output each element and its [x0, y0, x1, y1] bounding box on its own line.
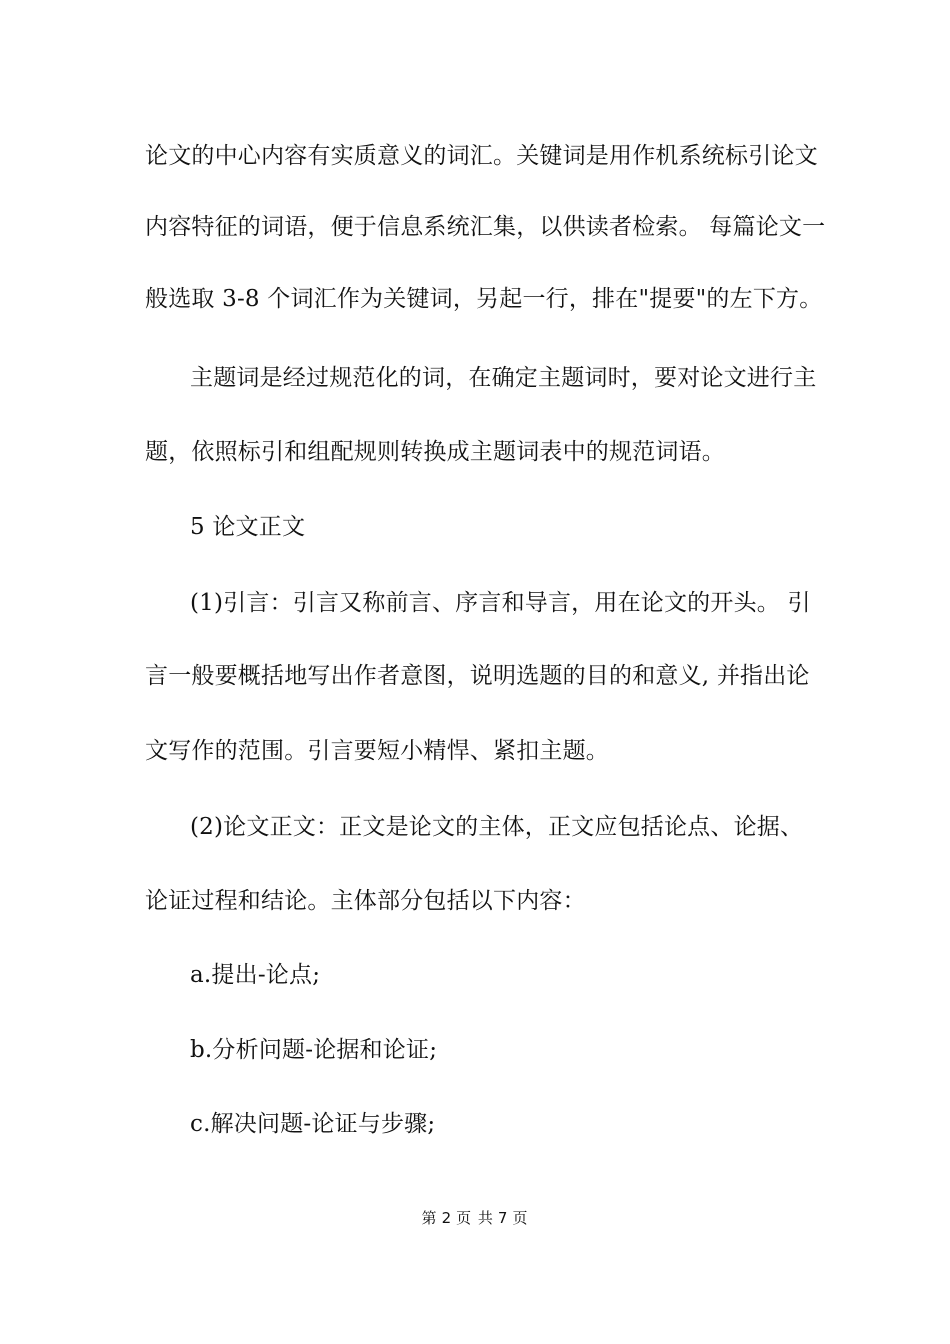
list-item-a: a.提出-论点;	[190, 962, 321, 988]
body-line-3: 般选取 3-8 个词汇作为关键词，另起一行，排在"提要"的左下方。	[145, 286, 823, 312]
body-line-1: 论文的中心内容有实质意义的词汇。关键词是用作机系统标引论文	[145, 143, 818, 169]
footer-middle: 页 共	[456, 1209, 494, 1227]
footer-suffix: 页	[512, 1209, 529, 1227]
footer-prefix: 第	[421, 1209, 438, 1227]
body-line-8: 言一般要概括地写出作者意图，说明选题的目的和意义, 并指出论	[145, 663, 810, 689]
body-line-5: 题，依照标引和组配规则转换成主题词表中的规范词语。	[145, 439, 725, 465]
list-item-b: b.分析问题-论据和论证;	[190, 1037, 438, 1063]
list-item-c: c.解决问题-论证与步骤;	[190, 1111, 436, 1137]
footer-total-pages: 7	[497, 1209, 509, 1227]
body-line-7: (1)引言：引言又称前言、序言和导言，用在论文的开头。 引	[190, 590, 811, 616]
page-footer	[0, 1208, 950, 1228]
body-line-11: 论证过程和结论。主体部分包括以下内容：	[145, 888, 586, 914]
section-heading: 5 论文正文	[190, 514, 306, 540]
body-line-9: 文写作的范围。引言要短小精悍、紧扣主题。	[145, 738, 609, 764]
body-line-4: 主题词是经过规范化的词，在确定主题词时，要对论文进行主	[190, 365, 817, 391]
footer-current-page: 2	[441, 1209, 453, 1227]
body-line-10: (2)论文正文：正文是论文的主体，正文应包括论点、论据、	[190, 814, 804, 840]
body-line-2: 内容特征的词语，便于信息系统汇集，以供读者检索。 每篇论文一	[145, 214, 826, 240]
